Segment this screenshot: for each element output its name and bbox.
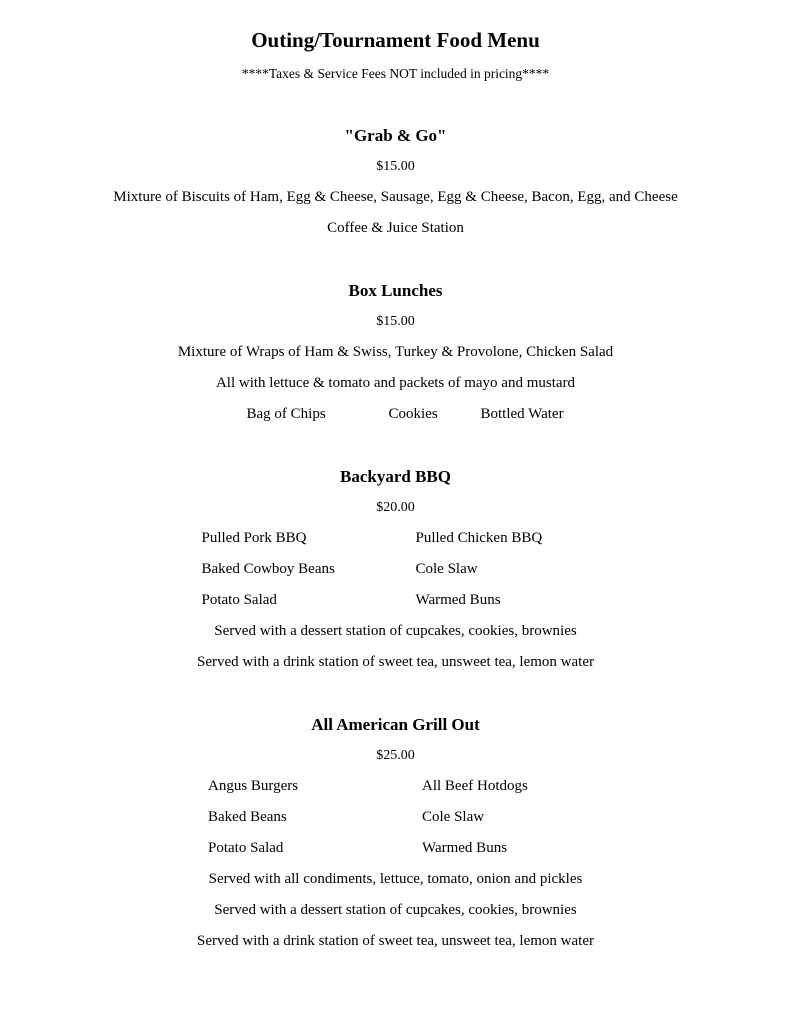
section-detail-line: All with lettuce & tomato and packets of mayo and mustard: [215, 375, 576, 391]
menu-items-columns: [170, 523, 622, 616]
menu-section-grab-and-go: [0, 120, 791, 244]
menu-item-right: Cole Slaw: [422, 809, 485, 825]
section-footer-line: Served with a drink station of sweet tea, unsweet tea, lemon water: [197, 654, 594, 670]
pricing-disclaimer: ****Taxes & Service Fees NOT included in pricing****: [241, 66, 550, 81]
menu-section-all-american-grill-out: [0, 709, 791, 957]
menu-item-row: [202, 585, 622, 616]
menu-items-columns: [163, 771, 628, 864]
section-price: $25.00: [376, 748, 415, 763]
menu-item-row: [208, 802, 628, 833]
side-item: Bag of Chips: [246, 406, 326, 422]
section-heading: Backyard BBQ: [340, 467, 451, 486]
menu-item-left: Potato Salad: [208, 840, 284, 856]
menu-section-box-lunches: [0, 275, 791, 430]
section-heading: All American Grill Out: [311, 715, 480, 734]
side-items-row: [215, 399, 577, 430]
menu-item-right: Warmed Buns: [415, 592, 501, 608]
section-detail-line: Mixture of Biscuits of Ham, Egg & Cheese, Sausage, Egg & Cheese, Bacon, Egg, and Cheese: [113, 189, 678, 205]
menu-item-left: Baked Beans: [208, 809, 287, 825]
section-detail-line: Mixture of Wraps of Ham & Swiss, Turkey & Provolone, Chicken Salad: [177, 344, 614, 360]
menu-item-left: Baked Cowboy Beans: [201, 561, 335, 577]
menu-item-right: Cole Slaw: [415, 561, 478, 577]
side-item: Bottled Water: [480, 406, 564, 422]
section-price: $20.00: [376, 500, 415, 515]
menu-item-row: [208, 833, 628, 864]
section-price: $15.00: [376, 159, 415, 174]
section-price: $15.00: [376, 314, 415, 329]
menu-item-left: Potato Salad: [201, 592, 277, 608]
menu-item-left: Pulled Pork BBQ: [201, 530, 307, 546]
section-footer-line: Served with all condiments, lettuce, tomato, onion and pickles: [208, 871, 583, 887]
menu-item-right: Pulled Chicken BBQ: [415, 530, 543, 546]
menu-item-right: Warmed Buns: [422, 840, 508, 856]
section-heading: "Grab & Go": [344, 126, 447, 145]
page-title: Outing/Tournament Food Menu: [251, 28, 540, 52]
menu-item-left: Angus Burgers: [208, 778, 299, 794]
menu-item-row: [202, 554, 622, 585]
menu-item-row: [208, 771, 628, 802]
menu-item-row: [202, 523, 622, 554]
section-detail-line: Coffee & Juice Station: [327, 220, 464, 236]
side-item: Cookies: [388, 406, 438, 422]
section-footer-line: Served with a drink station of sweet tea, unsweet tea, lemon water: [197, 933, 594, 949]
section-footer-line: Served with a dessert station of cupcakes, cookies, brownies: [214, 623, 577, 639]
section-heading: Box Lunches: [348, 281, 443, 300]
menu-item-right: All Beef Hotdogs: [422, 778, 528, 794]
menu-section-backyard-bbq: [0, 461, 791, 678]
section-footer-line: Served with a dessert station of cupcakes, cookies, brownies: [214, 902, 577, 918]
